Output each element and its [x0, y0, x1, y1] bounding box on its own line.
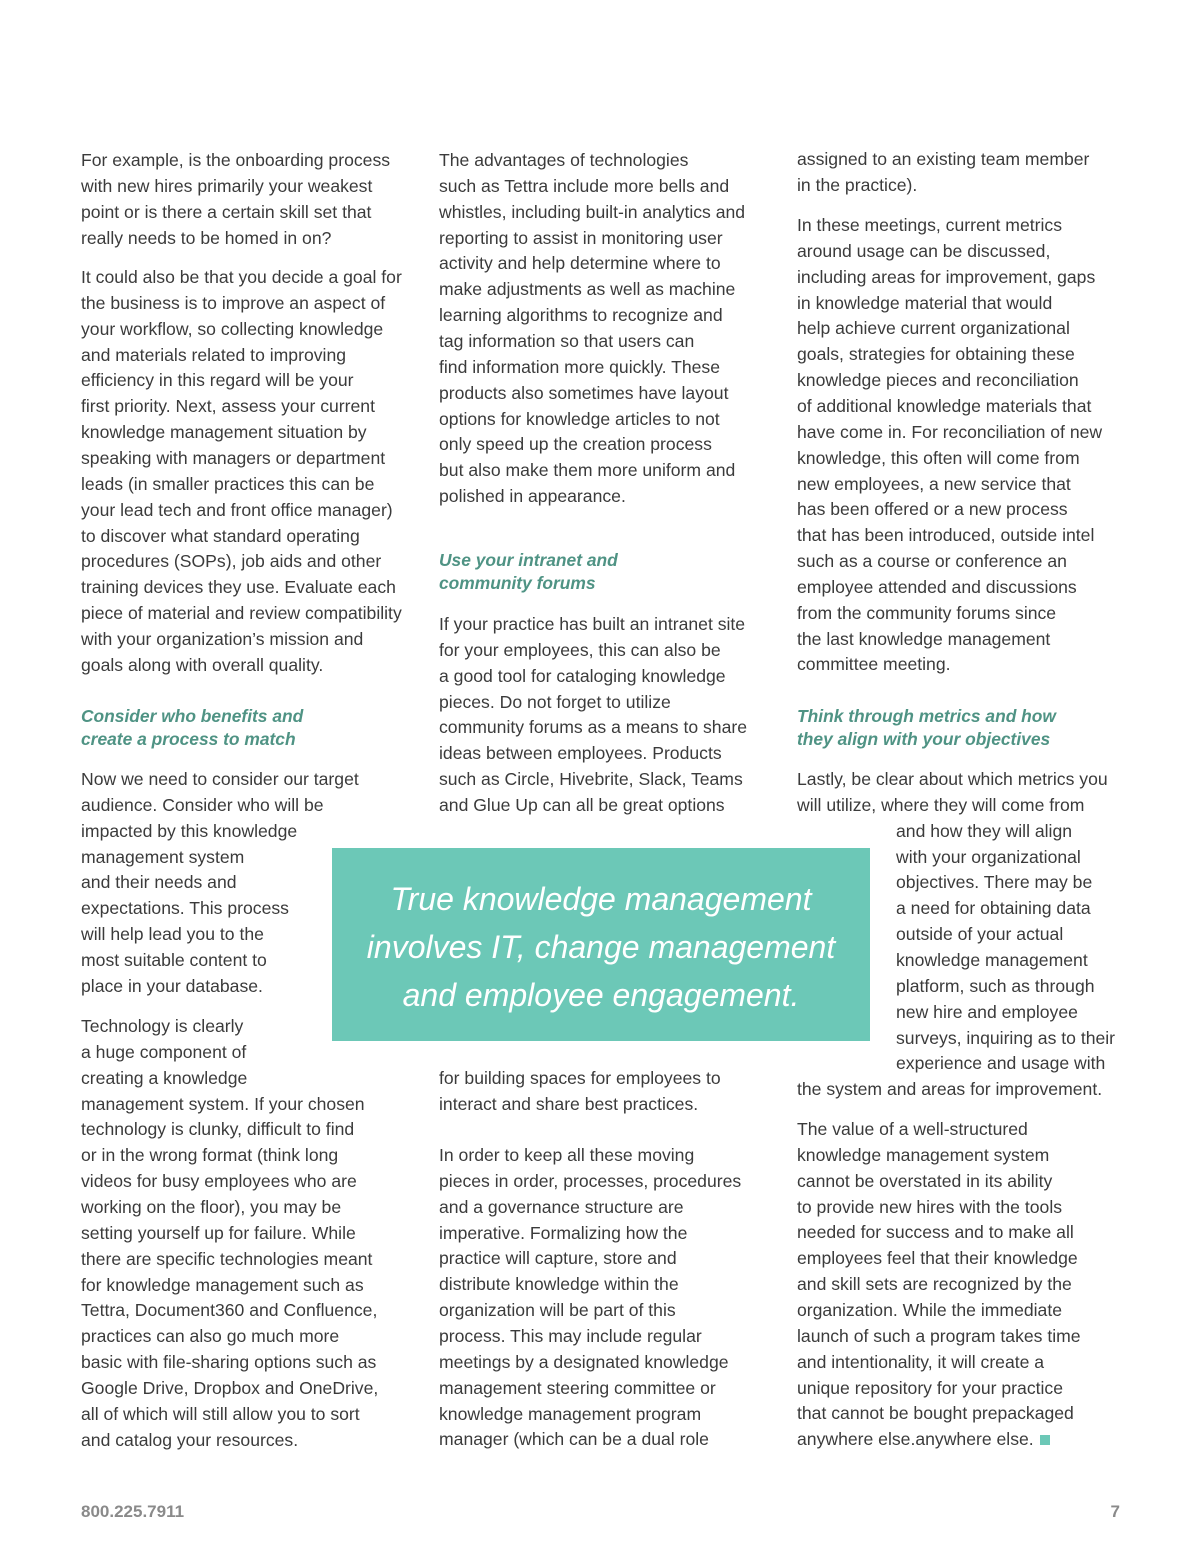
col3-paragraph-line: and skill sets are recognized by the: [797, 1274, 1072, 1295]
col1-paragraph-line: with your organization’s mission and: [81, 628, 364, 649]
col2-paragraph-line: such as Tettra include more bells and: [439, 175, 730, 196]
col1-paragraph-line: all of which will still allow you to sort: [81, 1403, 360, 1424]
col2-paragraph-line: ideas between employees. Products: [439, 743, 722, 764]
col3-paragraph-line: the last knowledge management: [797, 628, 1051, 649]
col3-paragraph-line: to provide new hires with the tools: [797, 1196, 1063, 1217]
col2-paragraph-line: process. This may include regular: [439, 1325, 702, 1346]
col1-paragraph-line: knowledge management situation by: [81, 422, 367, 443]
col3-paragraph-line: unique repository for your practice: [797, 1377, 1063, 1398]
col3-subheading-line: Think through metrics and how: [797, 706, 1056, 726]
col3-paragraph-line: has been offered or a new process: [797, 499, 1068, 520]
col1-paragraph-line: and catalog your resources.: [81, 1429, 299, 1450]
col2-subheading-line: Use your intranet and: [439, 550, 618, 570]
col3-paragraph-line: including areas for improvement, gaps: [797, 266, 1096, 287]
col3-paragraph-line: experience and usage with: [896, 1053, 1106, 1074]
col3-paragraph-line: new hire and employee: [896, 1001, 1078, 1022]
col3-paragraph-line: In these meetings, current metrics: [797, 215, 1062, 235]
col3-paragraph-line: a need for obtaining data: [896, 898, 1091, 919]
col3-paragraph-line: knowledge, this often will come from: [797, 447, 1080, 468]
col3-paragraph-line: knowledge management system: [797, 1144, 1050, 1165]
col2-paragraph-line: organization will be part of this: [439, 1300, 676, 1321]
col2-paragraph-line: reporting to assist in monitoring user: [439, 227, 723, 248]
col1-paragraph-line: speaking with managers or department: [81, 447, 386, 468]
col1-subheading-line: Consider who benefits and: [81, 706, 304, 726]
col1-subheading-line: create a process to match: [81, 729, 296, 749]
col3-paragraph-line: assigned to an existing team member: [797, 149, 1090, 169]
col1-paragraph-line: impacted by this knowledge: [81, 820, 298, 841]
col2-paragraph-line: pieces. Do not forget to utilize: [439, 691, 671, 712]
col1-paragraph-line: really needs to be homed in on?: [81, 227, 332, 248]
col1-paragraph-line: Technology is clearly: [81, 1016, 244, 1036]
col1-paragraph-line: training devices they use. Evaluate each: [81, 577, 396, 598]
col3-paragraph-line: launch of such a program takes time: [797, 1325, 1081, 1346]
col3-paragraph-line: objectives. There may be: [896, 872, 1093, 893]
pull-quote-line: involves IT, change management: [366, 929, 836, 965]
col1-paragraph-line: Google Drive, Dropbox and OneDrive,: [81, 1377, 379, 1398]
col3-paragraph-line: Lastly, be clear about which metrics you: [797, 769, 1108, 789]
col3-paragraph-line: the system and areas for improvement.: [797, 1079, 1103, 1100]
col1-paragraph-line: For example, is the onboarding process: [81, 150, 391, 170]
col3-paragraph-line: will utilize, where they will come from: [797, 794, 1085, 815]
col1-paragraph-line: piece of material and review compatibility: [81, 603, 402, 624]
col3-paragraph-line: that cannot be bought prepackaged: [797, 1403, 1074, 1424]
col2-paragraph-line: a good tool for cataloging knowledge: [439, 665, 726, 686]
pull-quote-line: True knowledge management: [390, 881, 812, 917]
col1-paragraph-line: procedures (SOPs), job aids and other: [81, 551, 382, 572]
col1-paragraph-line: first priority. Next, assess your current: [81, 396, 375, 417]
col2-paragraph-line: polished in appearance.: [439, 486, 626, 507]
col1-paragraph-line: there are specific technologies meant: [81, 1248, 373, 1269]
col1-paragraph-line: with new hires primarily your weakest: [81, 175, 373, 196]
col2-subheading-line: community forums: [439, 573, 596, 593]
col2-paragraph-line: learning algorithms to recognize and: [439, 305, 723, 326]
col2-paragraph-line: In order to keep all these moving: [439, 1145, 695, 1165]
col3-paragraph-line: surveys, inquiring as to their: [896, 1027, 1116, 1048]
col1-paragraph-line: setting yourself up for failure. While: [81, 1222, 356, 1243]
col1-paragraph-line: leads (in smaller practices this can be: [81, 473, 375, 494]
col3-paragraph-line: help achieve current organizational: [797, 318, 1070, 339]
col1-paragraph-line: a huge component of: [81, 1041, 247, 1062]
col2-paragraph-line: management steering committee or: [439, 1377, 716, 1398]
col1-paragraph-line: It could also be that you decide a goal for: [81, 267, 402, 287]
col2-paragraph-line: tag information so that users can: [439, 330, 695, 351]
col2-paragraph-line: imperative. Formalizing how the: [439, 1222, 688, 1243]
col1-paragraph-line: to discover what standard operating: [81, 525, 360, 546]
col3-paragraph-line: in knowledge material that would: [797, 292, 1053, 313]
col3-paragraph-line: platform, such as through: [896, 975, 1095, 996]
col2-paragraph-line: for building spaces for employees to: [439, 1068, 721, 1088]
col1-paragraph-line: for knowledge management such as: [81, 1274, 364, 1295]
col2-paragraph-line: but also make them more uniform and: [439, 460, 736, 481]
col2-paragraph-line: If your practice has built an intranet site: [439, 614, 746, 634]
col2-paragraph-line: products also sometimes have layout: [439, 382, 729, 403]
col1-paragraph-line: Now we need to consider our target: [81, 769, 359, 789]
col2-paragraph-line: practice will capture, store and: [439, 1248, 677, 1269]
col2-paragraph-line: community forums as a means to share: [439, 717, 748, 738]
col1-paragraph-line: goals along with overall quality.: [81, 654, 324, 675]
pull-quote-box: [332, 848, 870, 1041]
col2-paragraph-line: activity and help determine where to: [439, 253, 721, 274]
col3-paragraph-line: have come in. For reconciliation of new: [797, 421, 1103, 442]
col3-paragraph-line: goals, strategies for obtaining these: [797, 344, 1075, 365]
col3-paragraph-line: employee attended and discussions: [797, 576, 1077, 597]
col1-paragraph-line: efficiency in this regard will be your: [81, 370, 354, 391]
col1-paragraph-line: most suitable content to: [81, 949, 267, 970]
col3-paragraph-line: cannot be overstated in its ability: [797, 1170, 1053, 1191]
col2-paragraph-line: for your employees, this can also be: [439, 639, 721, 660]
col1-paragraph-line: basic with file-sharing options such as: [81, 1352, 377, 1373]
col2-paragraph-line: such as Circle, Hivebrite, Slack, Teams: [439, 769, 743, 790]
col3-paragraph-line: The value of a well-structured: [797, 1119, 1028, 1139]
col3-paragraph-line: with your organizational: [896, 846, 1081, 867]
col2-paragraph-line: make adjustments as well as machine: [439, 279, 736, 300]
col3-paragraph-line: knowledge management: [896, 949, 1088, 970]
col1-paragraph-line: practices can also go much more: [81, 1326, 340, 1347]
pull-quote-line: and employee engagement.: [402, 977, 800, 1013]
col2-paragraph-line: knowledge management program: [439, 1403, 702, 1424]
col2-paragraph-line: find information more quickly. These: [439, 356, 720, 377]
col2-paragraph-line: and Glue Up can all be great options: [439, 794, 725, 815]
col3-paragraph-line: around usage can be discussed,: [797, 240, 1051, 261]
col1-paragraph-line: and their needs and: [81, 872, 237, 893]
col1-paragraph-line: your lead tech and front office manager): [81, 499, 393, 520]
col1-paragraph-line: audience. Consider who will be: [81, 794, 324, 815]
col2-paragraph-line: whistles, including built-in analytics and: [439, 201, 746, 222]
col3-subheading-line: they align with your objectives: [797, 729, 1051, 749]
col2-paragraph-line: distribute knowledge within the: [439, 1274, 679, 1295]
col3-paragraph-line: new employees, a new service that: [797, 473, 1071, 494]
col2-paragraph-line: pieces in order, processes, procedures: [439, 1170, 742, 1191]
col1-paragraph-line: expectations. This process: [81, 898, 289, 919]
col3-paragraph-line: employees feel that their knowledge: [797, 1248, 1078, 1269]
col3-paragraph-line: of additional knowledge materials that: [797, 395, 1092, 416]
col2-paragraph-line: interact and share best practices.: [439, 1093, 699, 1114]
footer-phone: 800.225.7911: [81, 1502, 185, 1521]
col3-paragraph-line: anywhere else.anywhere else.: [797, 1426, 1050, 1452]
col1-paragraph-line: your workflow, so collecting knowledge: [81, 318, 384, 339]
col3-paragraph-line: committee meeting.: [797, 654, 951, 675]
col1-paragraph-line: point or is there a certain skill set that: [81, 201, 372, 222]
col1-paragraph-line: working on the floor), you may be: [81, 1196, 342, 1217]
page-number: 7: [1110, 1502, 1120, 1521]
col1-paragraph-line: will help lead you to the: [81, 924, 264, 945]
col3-paragraph-text: anywhere else.: [915, 1429, 1034, 1450]
col3-paragraph-line: outside of your actual: [896, 924, 1064, 945]
col1-paragraph-line: creating a knowledge: [81, 1067, 248, 1088]
col1-paragraph-line: management system: [81, 846, 245, 867]
col2-paragraph-line: The advantages of technologies: [439, 150, 689, 170]
col1-paragraph-line: technology is clunky, difficult to find: [81, 1119, 355, 1140]
col2-paragraph-line: options for knowledge articles to not: [439, 408, 720, 429]
col3-paragraph-line: and how they will align: [896, 820, 1073, 841]
col3-paragraph-line: knowledge pieces and reconciliation: [797, 370, 1079, 391]
col1-paragraph-line: and materials related to improving: [81, 344, 347, 365]
col1-paragraph-line: Tettra, Document360 and Confluence,: [81, 1300, 378, 1321]
col2-paragraph-line: and a governance structure are: [439, 1196, 684, 1217]
col1-paragraph-line: the business is to improve an aspect of: [81, 292, 386, 313]
col3-paragraph-line: from the community forums since: [797, 602, 1057, 623]
col3-paragraph-line: organization. While the immediate: [797, 1299, 1063, 1320]
col2-paragraph-line: meetings by a designated knowledge: [439, 1351, 729, 1372]
col2-paragraph-line: manager (which can be a dual role: [439, 1429, 709, 1450]
col3-paragraph-line: and intentionality, it will create a: [797, 1351, 1045, 1372]
col3-paragraph-line: such as a course or conference an: [797, 551, 1067, 572]
col1-paragraph-line: or in the wrong format (think long: [81, 1145, 339, 1166]
col1-paragraph-line: place in your database.: [81, 975, 263, 996]
col1-paragraph-line: videos for busy employees who are: [81, 1171, 357, 1192]
col3-paragraph-line: that has been introduced, outside intel: [797, 525, 1095, 546]
col1-paragraph-line: management system. If your chosen: [81, 1093, 365, 1114]
col3-paragraph-line: in the practice).: [797, 174, 918, 195]
col3-paragraph-line: needed for success and to make all: [797, 1222, 1074, 1243]
col2-paragraph-line: only speed up the creation process: [439, 434, 712, 455]
end-of-article-square-icon: [1040, 1435, 1050, 1445]
